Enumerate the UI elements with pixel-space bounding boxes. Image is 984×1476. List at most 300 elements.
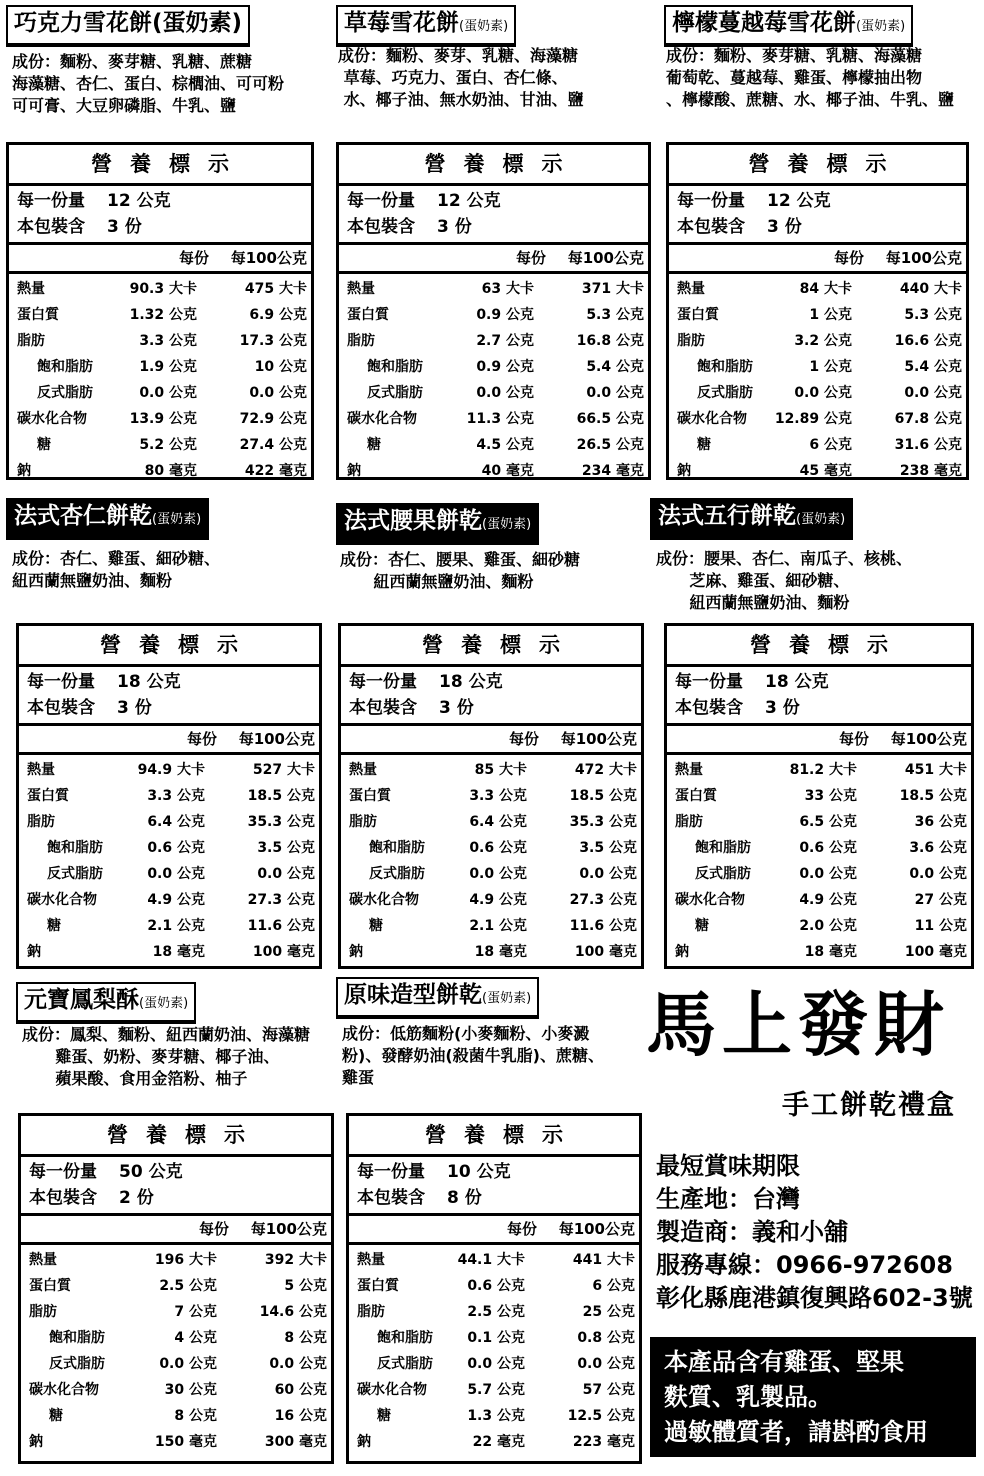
nutrient-row — [341, 783, 641, 809]
per-100g-value: 16 公克 — [274, 1408, 327, 1424]
per-serving-value: 6.4 公克 — [147, 814, 205, 830]
ingredients-text: 成份：麵粉、麥芽糖、乳糖、蔗糖 海藻糖、杏仁、蛋白、棕櫚油、可可粉 可可膏、大豆卵磷脂、牛乳、鹽 — [12, 52, 285, 115]
nutrient-row — [21, 1299, 331, 1325]
serving-size-value: 18 公克 — [439, 672, 503, 692]
nutrient-label: 飽和脂肪 — [47, 840, 103, 856]
nutrient-label: 鈉 — [357, 1434, 371, 1450]
per-serving-value: 0.0 公克 — [469, 866, 527, 882]
per-100g-header: 每100公克 — [250, 1220, 327, 1238]
per-serving-value: 30 公克 — [164, 1382, 217, 1398]
servings-per-package-row — [677, 214, 958, 240]
nutrient-row — [21, 1351, 331, 1377]
nutrient-row — [669, 276, 966, 302]
per-100g-value: 57 公克 — [582, 1382, 635, 1398]
nutrient-row — [9, 302, 311, 328]
allergy-notice — [650, 1337, 976, 1457]
nutrition-table — [664, 623, 974, 969]
nutrient-row — [669, 380, 966, 406]
column-headers — [669, 245, 966, 274]
nutrient-row — [341, 757, 641, 783]
per-serving-value: 2.1 公克 — [147, 918, 205, 934]
per-100g-value: 10 公克 — [254, 359, 307, 375]
nutrient-rows — [349, 1245, 639, 1457]
nutrient-label: 脂肪 — [349, 814, 377, 830]
nutrient-row — [341, 887, 641, 913]
product-title — [336, 5, 516, 47]
origin-line: 生產地：台灣 — [656, 1185, 800, 1213]
per-serving-value: 11.3 公克 — [466, 411, 534, 427]
nutrient-row — [667, 809, 971, 835]
per-serving-value: 90.3 大卡 — [129, 281, 197, 297]
nutrient-label: 碳水化合物 — [675, 892, 745, 908]
per-serving-value: 0.6 公克 — [469, 840, 527, 856]
nutrient-label: 鈉 — [17, 463, 31, 479]
per-100g-value: 475 大卡 — [244, 281, 307, 297]
nutrition-table-title: 營養標示 — [9, 145, 311, 186]
product-tag: (蛋奶素) — [152, 512, 202, 527]
allergy-line: 本產品含有雞蛋、堅果 — [664, 1348, 904, 1376]
nutrient-label: 反式脂肪 — [369, 866, 425, 882]
servings-per-package-label: 本包裝含 — [29, 1188, 97, 1208]
ingredients-text: 成份：杏仁、腰果、雞蛋、細砂糖 紐西蘭無鹽奶油、麵粉 — [340, 550, 581, 591]
nutrition-table-title: 營養標示 — [21, 1116, 331, 1157]
nutrition-table-title: 營養標示 — [349, 1116, 639, 1157]
per-100g-value: 11.6 公克 — [247, 918, 315, 934]
product-title — [6, 5, 250, 47]
per-100g-value: 27.3 公克 — [247, 892, 315, 908]
nutrient-label: 碳水化合物 — [347, 411, 417, 427]
nutrient-rows — [9, 274, 311, 486]
brand-title: 馬上發財 — [646, 983, 950, 1066]
serving-size-row — [357, 1159, 631, 1185]
per-serving-value: 5.2 公克 — [139, 437, 197, 453]
per-100g-value: 27 公克 — [914, 892, 967, 908]
servings-per-package-value: 3 份 — [117, 698, 152, 718]
nutrient-row — [21, 1377, 331, 1403]
per-100g-value: 5.4 公克 — [586, 359, 644, 375]
nutrient-label: 碳水化合物 — [27, 892, 97, 908]
nutrition-table-title: 營養標示 — [341, 626, 641, 667]
per-serving-value: 1 公克 — [809, 359, 852, 375]
product-name: 原味造型餅乾 — [344, 982, 482, 1008]
per-serving-value: 4.9 公克 — [147, 892, 205, 908]
servings-per-package-row — [675, 695, 963, 721]
nutrient-label: 反式脂肪 — [49, 1356, 105, 1372]
column-headers — [341, 726, 641, 755]
product-title — [336, 977, 539, 1019]
nutrient-label: 蛋白質 — [347, 307, 389, 323]
serving-size-row — [675, 669, 963, 695]
servings-per-package-row — [29, 1185, 323, 1211]
per-100g-value: 100 毫克 — [574, 944, 637, 960]
servings-per-package-value: 3 份 — [437, 217, 472, 237]
nutrient-label: 反式脂肪 — [47, 866, 103, 882]
serving-size-label: 每一份量 — [677, 191, 745, 211]
nutrient-label: 熱量 — [347, 281, 375, 297]
nutrient-label: 飽和脂肪 — [367, 359, 423, 375]
nutrition-table — [18, 1113, 334, 1464]
serving-size-row — [17, 188, 303, 214]
nutrient-row — [341, 861, 641, 887]
serving-size-value: 50 公克 — [119, 1162, 183, 1182]
per-100g-value: 234 毫克 — [581, 463, 644, 479]
nutrient-label: 鈉 — [29, 1434, 43, 1450]
nutrient-label: 熱量 — [677, 281, 705, 297]
per-serving-value: 80 毫克 — [144, 463, 197, 479]
per-100g-header: 每100公克 — [230, 249, 307, 267]
nutrient-label: 飽和脂肪 — [697, 359, 753, 375]
per-serving-value: 1.32 公克 — [129, 307, 197, 323]
per-serving-value: 13.9 公克 — [129, 411, 197, 427]
serving-info — [341, 667, 641, 726]
serving-info — [349, 1157, 639, 1216]
servings-per-package-label: 本包裝含 — [357, 1188, 425, 1208]
nutrient-row — [349, 1273, 639, 1299]
nutrient-label: 鈉 — [677, 463, 691, 479]
nutrient-row — [19, 861, 319, 887]
per-serving-value: 33 公克 — [804, 788, 857, 804]
per-serving-value: 0.1 公克 — [467, 1330, 525, 1346]
nutrient-row — [9, 276, 311, 302]
per-100g-value: 67.8 公克 — [894, 411, 962, 427]
per-serving-value: 18 毫克 — [804, 944, 857, 960]
per-100g-header: 每100公克 — [558, 1220, 635, 1238]
per-serving-value: 0.6 公克 — [467, 1278, 525, 1294]
nutrient-label: 糖 — [37, 437, 51, 453]
servings-per-package-value: 3 份 — [765, 698, 800, 718]
nutrient-label: 熱量 — [675, 762, 703, 778]
product-tag: (蛋奶素) — [459, 19, 509, 34]
per-100g-value: 26.5 公克 — [576, 437, 644, 453]
per-100g-value: 25 公克 — [582, 1304, 635, 1320]
nutrient-row — [9, 458, 311, 484]
per-serving-value: 2.5 公克 — [467, 1304, 525, 1320]
nutrient-label: 飽和脂肪 — [695, 840, 751, 856]
servings-per-package-label: 本包裝含 — [347, 217, 415, 237]
servings-per-package-row — [27, 695, 311, 721]
nutrient-row — [9, 354, 311, 380]
per-100g-value: 3.6 公克 — [909, 840, 967, 856]
servings-per-package-label: 本包裝含 — [27, 698, 95, 718]
per-100g-value: 441 大卡 — [572, 1252, 635, 1268]
nutrient-label: 碳水化合物 — [349, 892, 419, 908]
nutrient-label: 反式脂肪 — [695, 866, 751, 882]
servings-per-package-label: 本包裝含 — [675, 698, 743, 718]
ingredients-text: 成份：杏仁、雞蛋、細砂糖、 紐西蘭無鹽奶油、麵粉 — [12, 549, 221, 590]
nutrient-row — [19, 809, 319, 835]
nutrient-label: 熱量 — [27, 762, 55, 778]
nutrient-label: 糖 — [367, 437, 381, 453]
per-serving-value: 6.4 公克 — [469, 814, 527, 830]
per-serving-value: 44.1 大卡 — [457, 1252, 525, 1268]
allergy-line: 麩質、乳製品。 — [664, 1383, 832, 1411]
manufacturer-line: 製造商：義和小舖 — [656, 1218, 848, 1246]
nutrition-table — [338, 623, 644, 969]
nutrient-row — [667, 861, 971, 887]
column-headers — [21, 1216, 331, 1245]
per-100g-value: 451 大卡 — [904, 762, 967, 778]
nutrient-row — [21, 1273, 331, 1299]
nutrient-row — [669, 354, 966, 380]
nutrient-row — [341, 809, 641, 835]
per-100g-value: 18.5 公克 — [899, 788, 967, 804]
per-serving-value: 40 毫克 — [481, 463, 534, 479]
nutrient-label: 碳水化合物 — [17, 411, 87, 427]
per-100g-value: 371 大卡 — [581, 281, 644, 297]
per-100g-value: 35.3 公克 — [569, 814, 637, 830]
per-serving-value: 2.5 公克 — [159, 1278, 217, 1294]
hotline-line: 服務專線：0966-972608 — [656, 1251, 953, 1279]
nutrient-label: 糖 — [369, 918, 383, 934]
nutrient-label: 脂肪 — [29, 1304, 57, 1320]
per-100g-value: 18.5 公克 — [569, 788, 637, 804]
per-100g-value: 27.4 公克 — [239, 437, 307, 453]
per-serving-value: 81.2 大卡 — [789, 762, 857, 778]
nutrient-row — [341, 835, 641, 861]
nutrient-row — [21, 1325, 331, 1351]
nutrition-table-title: 營養標示 — [667, 626, 971, 667]
nutrient-row — [667, 887, 971, 913]
nutrient-label: 脂肪 — [17, 333, 45, 349]
nutrient-label: 飽和脂肪 — [377, 1330, 433, 1346]
per-100g-value: 14.6 公克 — [259, 1304, 327, 1320]
nutrient-row — [669, 458, 966, 484]
nutrient-row — [349, 1325, 639, 1351]
product-tag: (蛋奶素) — [139, 996, 189, 1011]
per-100g-value: 72.9 公克 — [239, 411, 307, 427]
nutrient-row — [339, 458, 648, 484]
nutrient-rows — [667, 755, 971, 967]
servings-per-package-label: 本包裝含 — [349, 698, 417, 718]
nutrient-label: 鈉 — [27, 944, 41, 960]
allergy-line: 過敏體質者，請斟酌食用 — [664, 1418, 928, 1446]
per-100g-value: 0.0 公克 — [909, 866, 967, 882]
per-serving-value: 2.1 公克 — [469, 918, 527, 934]
nutrient-row — [341, 939, 641, 965]
per-serving-header: 每份 — [515, 249, 546, 267]
serving-size-label: 每一份量 — [357, 1162, 425, 1182]
nutrient-rows — [341, 755, 641, 967]
nutrient-label: 碳水化合物 — [29, 1382, 99, 1398]
serving-size-row — [27, 669, 311, 695]
servings-per-package-label: 本包裝含 — [677, 217, 745, 237]
nutrient-label: 蛋白質 — [29, 1278, 71, 1294]
nutrient-row — [349, 1377, 639, 1403]
per-100g-value: 36 公克 — [914, 814, 967, 830]
per-100g-value: 6.9 公克 — [249, 307, 307, 323]
per-100g-value: 16.8 公克 — [576, 333, 644, 349]
per-100g-value: 0.0 公克 — [586, 385, 644, 401]
nutrient-row — [21, 1403, 331, 1429]
nutrient-label: 熱量 — [17, 281, 45, 297]
serving-info — [9, 186, 311, 245]
per-serving-value: 85 大卡 — [474, 762, 527, 778]
serving-size-label: 每一份量 — [675, 672, 743, 692]
per-100g-value: 60 公克 — [274, 1382, 327, 1398]
nutrient-label: 熱量 — [357, 1252, 385, 1268]
nutrition-table — [346, 1113, 642, 1464]
per-serving-value: 8 公克 — [174, 1408, 217, 1424]
servings-per-package-value: 3 份 — [107, 217, 142, 237]
nutrient-row — [9, 380, 311, 406]
per-serving-value: 4.9 公克 — [799, 892, 857, 908]
product-name: 巧克力雪花餅(蛋奶素) — [14, 10, 243, 36]
column-headers — [667, 726, 971, 755]
product-header — [664, 5, 913, 47]
per-serving-value: 4 公克 — [174, 1330, 217, 1346]
nutrition-table — [336, 142, 651, 480]
per-serving-header: 每份 — [506, 1220, 537, 1238]
per-serving-value: 4.5 公克 — [476, 437, 534, 453]
per-serving-value: 0.0 公克 — [476, 385, 534, 401]
nutrient-row — [19, 783, 319, 809]
per-serving-value: 150 毫克 — [154, 1434, 217, 1450]
product-name: 草莓雪花餅 — [344, 10, 459, 36]
per-100g-value: 0.0 公克 — [579, 866, 637, 882]
nutrient-label: 糖 — [695, 918, 709, 934]
nutrient-row — [339, 328, 648, 354]
nutrient-row — [19, 835, 319, 861]
per-100g-value: 440 大卡 — [899, 281, 962, 297]
nutrient-label: 反式脂肪 — [697, 385, 753, 401]
serving-size-value: 12 公克 — [437, 191, 501, 211]
per-100g-value: 5.3 公克 — [904, 307, 962, 323]
serving-info — [667, 667, 971, 726]
nutrient-label: 糖 — [47, 918, 61, 934]
serving-info — [21, 1157, 331, 1216]
nutrient-row — [669, 328, 966, 354]
nutrient-label: 熱量 — [29, 1252, 57, 1268]
per-100g-value: 31.6 公克 — [894, 437, 962, 453]
per-serving-value: 22 毫克 — [472, 1434, 525, 1450]
product-name: 法式五行餅乾 — [658, 503, 796, 529]
per-100g-value: 5 公克 — [284, 1278, 327, 1294]
nutrient-row — [339, 354, 648, 380]
nutrient-row — [19, 887, 319, 913]
nutrition-table-title: 營養標示 — [339, 145, 648, 186]
per-serving-value: 2.7 公克 — [476, 333, 534, 349]
per-100g-header: 每100公克 — [890, 730, 967, 748]
nutrient-row — [21, 1429, 331, 1455]
nutrient-label: 反式脂肪 — [367, 385, 423, 401]
ingredients-text: 成份：麵粉、麥芽、乳糖、海藻糖 草莓、巧克力、蛋白、杏仁條、 水、椰子油、無水奶油、甘油、鹽 — [338, 46, 584, 109]
per-serving-value: 7 公克 — [174, 1304, 217, 1320]
per-serving-header: 每份 — [833, 249, 864, 267]
nutrient-row — [669, 302, 966, 328]
nutrient-row — [19, 939, 319, 965]
nutrient-label: 蛋白質 — [357, 1278, 399, 1294]
nutrient-rows — [669, 274, 966, 486]
address-line: 彰化縣鹿港鎮復興路602-3號 — [656, 1284, 973, 1312]
nutrient-label: 蛋白質 — [677, 307, 719, 323]
per-100g-value: 0.0 公克 — [257, 866, 315, 882]
per-100g-value: 3.5 公克 — [579, 840, 637, 856]
per-100g-value: 35.3 公克 — [247, 814, 315, 830]
nutrition-table-title: 營養標示 — [669, 145, 966, 186]
nutrient-rows — [339, 274, 648, 486]
per-serving-value: 4.9 公克 — [469, 892, 527, 908]
servings-per-package-value: 3 份 — [767, 217, 802, 237]
nutrient-row — [19, 757, 319, 783]
serving-size-label: 每一份量 — [347, 191, 415, 211]
per-serving-value: 1.9 公克 — [139, 359, 197, 375]
per-100g-value: 392 大卡 — [264, 1252, 327, 1268]
serving-size-value: 12 公克 — [107, 191, 171, 211]
nutrient-row — [349, 1247, 639, 1273]
per-100g-value: 472 大卡 — [574, 762, 637, 778]
nutrient-row — [349, 1351, 639, 1377]
nutrient-label: 蛋白質 — [17, 307, 59, 323]
per-serving-value: 45 毫克 — [799, 463, 852, 479]
per-100g-value: 5.4 公克 — [904, 359, 962, 375]
product-header — [336, 503, 539, 545]
serving-info — [339, 186, 648, 245]
ingredients-text: 成份：鳳梨、麵粉、紐西蘭奶油、海藻糖 雞蛋、奶粉、麥芽糖、椰子油、 蘋果酸、食用金箔粉、柚子 — [22, 1025, 311, 1088]
nutrient-row — [339, 432, 648, 458]
nutrient-rows — [19, 755, 319, 967]
column-headers — [339, 245, 648, 274]
nutrient-label: 糖 — [697, 437, 711, 453]
per-100g-value: 16.6 公克 — [894, 333, 962, 349]
product-name: 檸檬蔓越莓雪花餅 — [672, 10, 856, 36]
nutrient-row — [669, 432, 966, 458]
per-serving-value: 0.0 公克 — [139, 385, 197, 401]
product-header — [6, 5, 250, 47]
servings-per-package-value: 3 份 — [439, 698, 474, 718]
product-title — [16, 982, 196, 1024]
product-header — [650, 498, 853, 540]
per-serving-value: 0.0 公克 — [799, 866, 857, 882]
servings-per-package-row — [349, 695, 633, 721]
per-100g-value: 27.3 公克 — [569, 892, 637, 908]
servings-per-package-value: 8 份 — [447, 1188, 482, 1208]
per-serving-value: 6 公克 — [809, 437, 852, 453]
product-tag: (蛋奶素) — [482, 517, 532, 532]
product-header — [16, 982, 196, 1024]
product-header — [336, 5, 516, 47]
per-100g-header: 每100公克 — [567, 249, 644, 267]
per-serving-value: 0.0 公克 — [794, 385, 852, 401]
per-serving-value: 0.0 公克 — [467, 1356, 525, 1372]
nutrient-label: 飽和脂肪 — [37, 359, 93, 375]
per-serving-value: 0.9 公克 — [476, 359, 534, 375]
per-serving-value: 3.3 公克 — [469, 788, 527, 804]
per-100g-value: 11 公克 — [914, 918, 967, 934]
nutrient-row — [667, 939, 971, 965]
product-name: 法式腰果餅乾 — [344, 508, 482, 534]
column-headers — [349, 1216, 639, 1245]
per-100g-value: 238 毫克 — [899, 463, 962, 479]
per-serving-value: 0.6 公克 — [799, 840, 857, 856]
product-title — [6, 498, 209, 540]
per-serving-value: 0.0 公克 — [147, 866, 205, 882]
per-serving-value: 3.3 公克 — [139, 333, 197, 349]
servings-per-package-value: 2 份 — [119, 1188, 154, 1208]
serving-size-label: 每一份量 — [27, 672, 95, 692]
per-100g-value: 0.0 公克 — [269, 1356, 327, 1372]
nutrient-label: 飽和脂肪 — [369, 840, 425, 856]
per-serving-value: 2.0 公克 — [799, 918, 857, 934]
nutrient-row — [19, 913, 319, 939]
per-serving-value: 0.6 公克 — [147, 840, 205, 856]
nutrient-row — [341, 913, 641, 939]
product-name: 法式杏仁餅乾 — [14, 503, 152, 529]
per-100g-value: 100 毫克 — [904, 944, 967, 960]
per-serving-value: 6.5 公克 — [799, 814, 857, 830]
nutrient-label: 反式脂肪 — [377, 1356, 433, 1372]
brand-subtitle: 手工餅乾禮盒 — [782, 1090, 956, 1121]
per-serving-value: 94.9 大卡 — [137, 762, 205, 778]
